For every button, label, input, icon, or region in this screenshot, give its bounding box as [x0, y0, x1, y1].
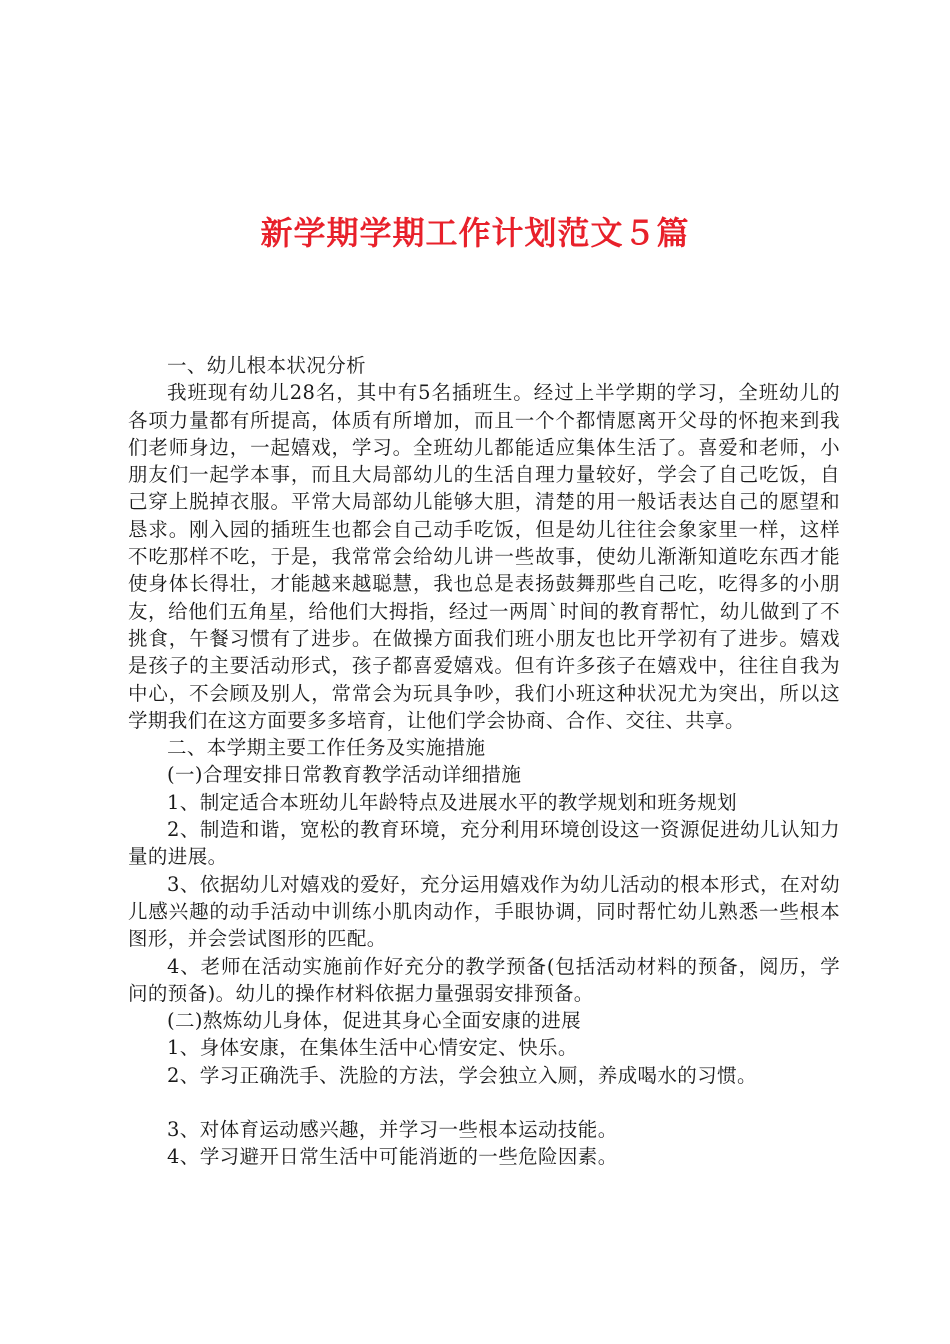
subsection-heading-2: (二)熬炼幼儿身体，促进其身心全面安康的进展	[167, 1009, 582, 1033]
document-title: 新学期学期工作计划范文５篇	[260, 214, 690, 252]
list-item: 4、学习避开日常生活中可能消逝的一些危险因素。	[167, 1145, 618, 1169]
section-heading-1: 一、幼儿根本状况分析	[167, 354, 367, 377]
list-item: 4、老师在活动实施前作好充分的教学预备(包括活动材料的预备，阅历，学问的预备)。幼儿的操作材料依据力量强弱安排预备。	[128, 954, 840, 1005]
list-item: 3、对体育运动感兴趣，并学习一些根本运动技能。	[167, 1118, 618, 1142]
list-item: 1、制定适合本班幼儿年龄特点及进展水平的教学规划和班务规划	[167, 790, 738, 814]
subsection-heading-1: (一)合理安排日常教育教学活动详细措施	[167, 763, 522, 787]
paragraph-situation: 我班现有幼儿28名，其中有5名插班生。经过上半学期的学习，全班幼儿的各项力量都有所提高，体质有所增加，而且一个个都情愿离开父母的怀抱来到我们老师身边，一起嬉戏，学习。全班幼儿都能适应集体生活了。喜爱和老师，小朋友们一起学本事，而且大局部幼儿的生活自理力量较好，学会了自己吃饭，自己穿上脱掉衣服。平常大局部幼儿能够大胆，清楚的用一般话表达自己的愿望和恳求。刚入园的插班生也都会自己动手吃饭，但是幼儿往往会象家里一样，这样不吃那样不吃，于是，我常常会给幼儿讲一些故事，使幼儿渐渐知道吃东西才能使身体长得壮，才能越来越聪慧，我也总是表扬鼓舞那些自己吃，吃得多的小朋友，给他们五角星，给他们大拇指，经过一两周`时间的教育帮忙，幼儿做到了不挑食，午餐习惯有了进步。在做操方面我们班小朋友也比开学初有了进步。嬉戏是孩子的主要活动形式，孩子都喜爱嬉戏。但有许多孩子在嬉戏中，往往自我为中心，不会顾及别人，常常会为玩具争吵，我们小班这种状况尤为突出，所以这学期我们在这方面要多多培育，让他们学会协商、合作、交往、共享。	[128, 381, 840, 732]
section-heading-2: 二、本学期主要工作任务及实施措施	[167, 736, 486, 760]
list-item: 2、制造和谐，宽松的教育环境，充分利用环境创设这一资源促进幼儿认知力量的进展。	[128, 818, 840, 869]
document-body	[128, 352, 840, 1171]
list-item: 1、身体安康，在集体生活中心情安定、快乐。	[167, 1036, 578, 1060]
list-item: 2、学习正确洗手、洗脸的方法，学会独立入厕，养成喝水的习惯。	[167, 1063, 757, 1087]
list-item: 3、依据幼儿对嬉戏的爱好，充分运用嬉戏作为幼儿活动的根本形式，在对幼儿感兴趣的动手活动中训练小肌肉动作，手眼协调，同时帮忙幼儿熟悉一些根本图形，并会尝试图形的匹配。	[128, 872, 840, 951]
